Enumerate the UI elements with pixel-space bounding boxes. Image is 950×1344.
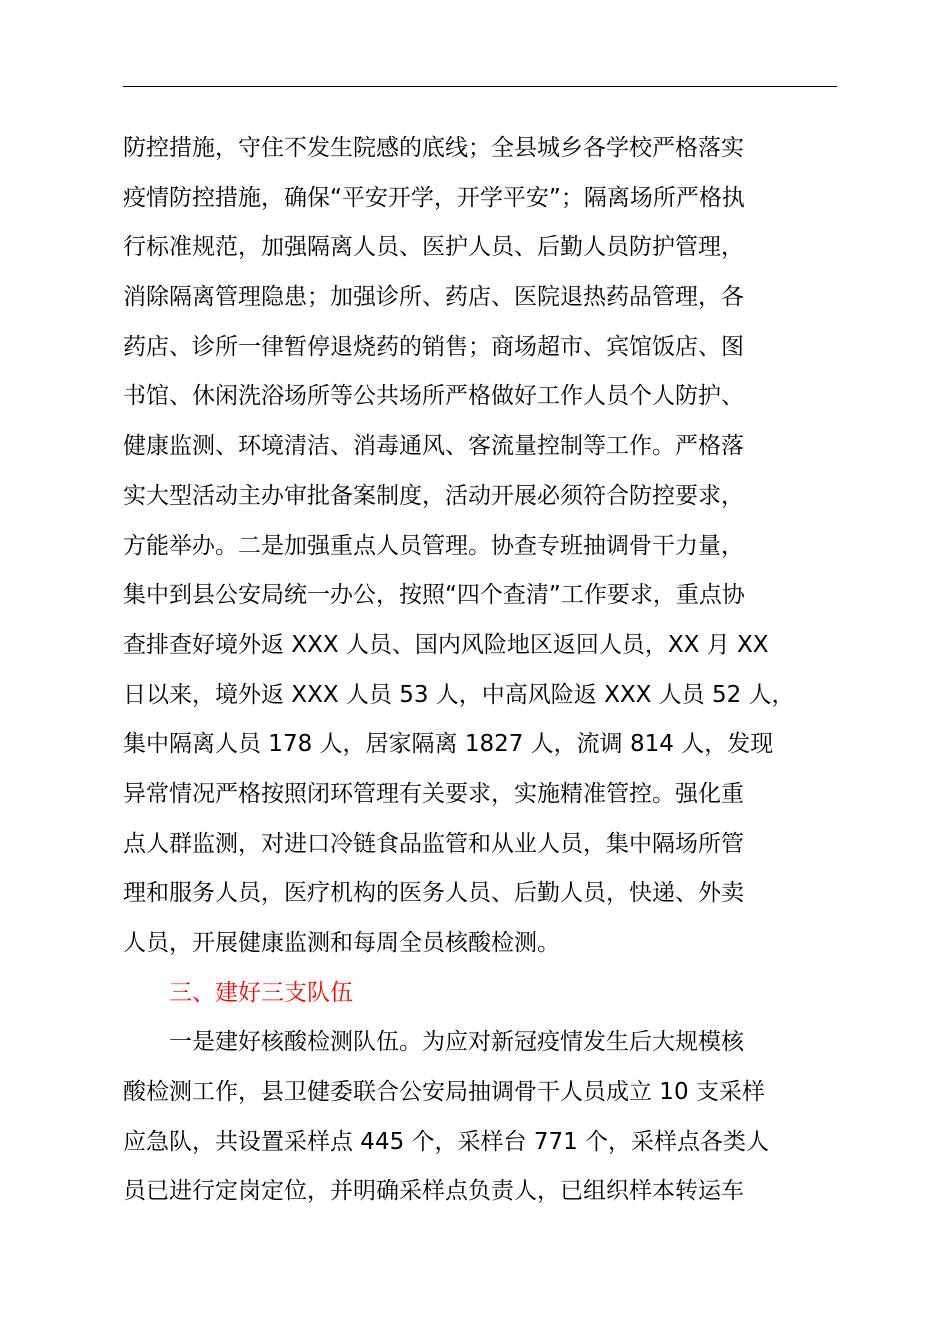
document-body: [123, 124, 863, 1217]
text-line: 方能举办。二是加强重点人员管理。协查专班抽调骨干力量，: [123, 532, 744, 559]
text-line: 疫情防控措施，确保“平安开学，开学平安”；隔离场所严格执: [123, 184, 745, 211]
text-line: 集中到县公安局统一办公，按照“四个查清”工作要求，重点协: [123, 582, 745, 609]
text-line: 健康监测、环境清洁、消毒通风、客流量控制等工作。严格落: [123, 433, 744, 460]
text-line: 防控措施，守住不发生院感的底线；全县城乡各学校严格落实: [123, 135, 744, 161]
text-line: 实大型活动主办审批备案制度，活动开展必须符合防控要求，: [123, 482, 744, 509]
text-line: 点人群监测，对进口冷链食品监管和从业人员，集中隔场所管: [123, 830, 744, 857]
text-line: 应急队，共设置采样点 445 个，采样台 771 个，采样点各类人: [123, 1128, 770, 1155]
header-rule: [123, 86, 837, 87]
text-line: 消除隔离管理隐患；加强诊所、药店、医院退热药品管理，各: [123, 284, 744, 311]
text-line: 查排查好境外返 XXX 人员、国内风险地区返回人员，XX 月 XX: [123, 631, 769, 658]
paragraph-1: [123, 124, 863, 969]
text-line: 员已进行定岗定位，并明确采样点负责人，已组织样本转运车: [123, 1178, 744, 1205]
text-line: 酸检测工作，县卫健委联合公安局抽调骨干人员成立 10 支采样: [123, 1079, 765, 1106]
section-heading: 三、建好三支队伍: [169, 979, 353, 1006]
text-line: 人员，开展健康监测和每周全员核酸检测。: [123, 930, 560, 956]
text-line: 理和服务人员，医疗机构的医务人员、后勤人员，快递、外卖: [123, 880, 744, 907]
text-line: 异常情况严格按照闭环管理有关要求，实施精准管控。强化重: [123, 780, 744, 807]
text-line: 药店、诊所一律暂停退烧药的销售；商场超市、宾馆饭店、图: [123, 333, 744, 360]
text-line: 行标准规范，加强隔离人员、医护人员、后勤人员防护管理，: [123, 234, 744, 261]
text-line: 书馆、休闲洗浴场所等公共场所严格做好工作人员个人防护、: [123, 383, 744, 410]
text-line: 一是建好核酸检测队伍。为应对新冠疫情发生后大规模核: [169, 1029, 744, 1056]
paragraph-2: [123, 1018, 863, 1217]
text-line: 集中隔离人员 178 人，居家隔离 1827 人，流调 814 人，发现: [123, 731, 774, 758]
text-line: 日以来，境外返 XXX 人员 53 人，中高风险返 XXX 人员 52 人，: [123, 681, 795, 708]
